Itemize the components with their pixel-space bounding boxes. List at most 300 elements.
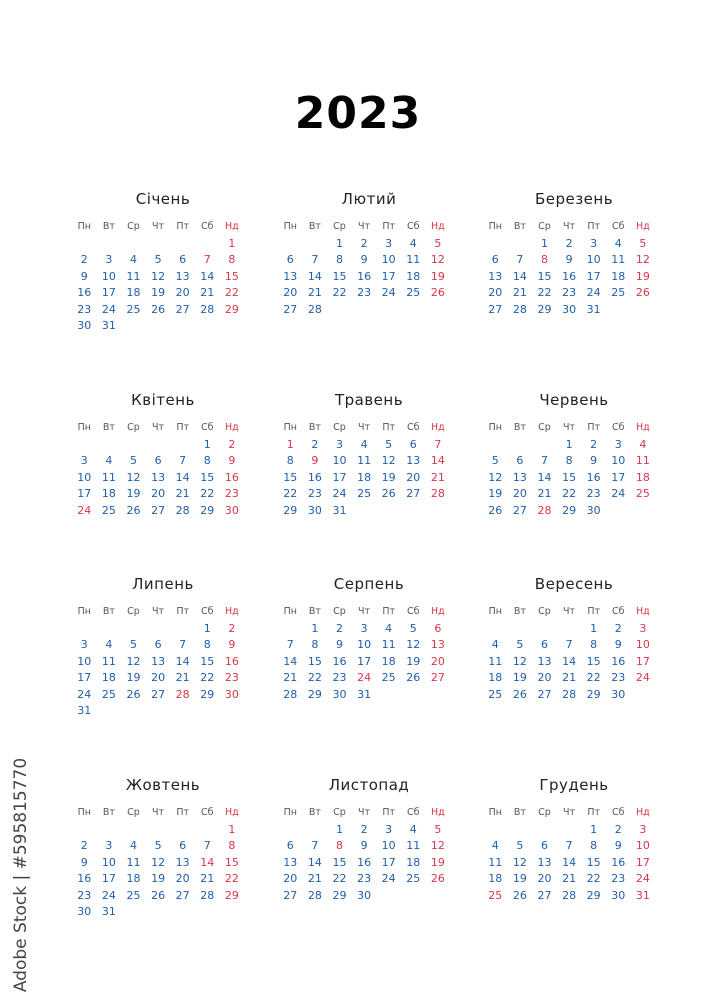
day-cell: 8 (565, 454, 573, 468)
day-cell: 21 (175, 671, 190, 685)
day-cell: 25 (635, 487, 650, 501)
day-cell: 7 (203, 839, 211, 853)
day-cell: 5 (385, 438, 393, 451)
empty-cell (483, 236, 508, 252)
weekday-header: Пн (488, 807, 502, 818)
weekday-header: Сб (612, 606, 625, 617)
day-cell: 11 (406, 253, 421, 267)
day-cell: 14 (200, 855, 215, 869)
weekday-header: Сб (612, 221, 625, 232)
day-cell: 29 (224, 302, 239, 316)
month-name: Січень (135, 190, 191, 208)
day-cell: 26 (488, 503, 503, 517)
day-cell: 23 (224, 671, 239, 685)
day-cell: 20 (512, 487, 527, 501)
day-cell: 11 (126, 269, 141, 283)
day-cell: 28 (175, 503, 190, 517)
empty-cell (303, 822, 328, 838)
day-cell: 2 (614, 823, 622, 836)
day-cell: 15 (586, 654, 601, 668)
day-cell: 12 (126, 470, 141, 484)
weekday-header: Вт (102, 807, 115, 818)
day-cell: 29 (537, 302, 552, 316)
empty-cell (532, 621, 557, 637)
day-cell: 10 (357, 638, 372, 652)
day-cell: 26 (635, 286, 650, 300)
day-cell: 8 (335, 253, 343, 267)
day-cell: 9 (565, 253, 573, 267)
day-cell: 8 (311, 638, 319, 652)
weekday-header: Чт (563, 606, 576, 617)
day-cell: 10 (77, 470, 92, 484)
day-cell: 30 (224, 687, 239, 701)
day-cell: 30 (332, 687, 347, 701)
day-cell: 17 (357, 654, 372, 668)
day-cell: 1 (590, 622, 598, 635)
day-cell: 10 (635, 638, 650, 652)
day-cell: 24 (635, 872, 650, 886)
day-cell: 19 (126, 487, 141, 501)
day-cell: 15 (332, 269, 347, 283)
empty-cell (121, 822, 146, 838)
day-cell: 22 (562, 487, 577, 501)
day-cell: 2 (311, 438, 319, 451)
day-cell: 25 (126, 888, 141, 902)
day-cell: 4 (409, 237, 417, 250)
day-cell: 18 (381, 654, 396, 668)
day-cell: 29 (307, 687, 322, 701)
weekday-header: Ср (333, 807, 346, 818)
weekday-header: Чт (358, 807, 371, 818)
day-cell: 15 (224, 855, 239, 869)
day-cell: 1 (228, 237, 236, 250)
day-cell: 15 (562, 470, 577, 484)
weekday-header: Сб (201, 807, 214, 818)
day-cell: 6 (179, 839, 187, 853)
day-cell: 30 (307, 503, 322, 517)
day-cell: 17 (77, 487, 92, 501)
day-cell: 9 (228, 454, 236, 468)
weekday-header: Ср (333, 221, 346, 232)
day-cell: 28 (283, 687, 298, 701)
day-cell: 26 (151, 888, 166, 902)
day-cell: 31 (332, 503, 347, 517)
day-cell: 26 (406, 671, 421, 685)
day-cell: 5 (154, 253, 162, 267)
day-cell: 12 (151, 269, 166, 283)
day-cell: 21 (307, 872, 322, 886)
day-cell: 14 (512, 269, 527, 283)
day-cell: 25 (101, 687, 116, 701)
month-name: Липень (132, 575, 194, 593)
weekday-header: Чт (563, 221, 576, 232)
day-cell: 14 (537, 470, 552, 484)
day-cell: 27 (175, 302, 190, 316)
day-cell: 16 (586, 470, 601, 484)
day-cell: 7 (565, 638, 573, 652)
day-cell: 7 (516, 253, 524, 267)
day-cell: 24 (635, 671, 650, 685)
day-cell: 8 (590, 839, 598, 853)
day-cell: 22 (586, 872, 601, 886)
day-cell: 11 (381, 638, 396, 652)
weekday-header: Пн (283, 422, 297, 433)
day-cell: 22 (307, 671, 322, 685)
day-cell: 20 (283, 286, 298, 300)
empty-cell (278, 236, 303, 252)
month-days-grid (72, 603, 258, 719)
day-cell: 4 (639, 438, 647, 451)
day-cell: 15 (200, 470, 215, 484)
month-days-grid (278, 804, 464, 904)
day-cell: 3 (639, 823, 647, 836)
day-cell: 5 (154, 839, 162, 853)
weekday-header: Чт (152, 807, 165, 818)
day-cell: 23 (611, 872, 626, 886)
day-cell: 4 (409, 823, 417, 836)
day-cell: 3 (639, 622, 647, 635)
day-cell: 24 (586, 286, 601, 300)
day-cell: 25 (101, 503, 116, 517)
day-cell: 2 (335, 622, 343, 635)
day-cell: 26 (430, 286, 445, 300)
day-cell: 1 (335, 237, 343, 250)
month-block (68, 776, 258, 920)
day-cell: 6 (154, 454, 162, 468)
weekday-header: Вт (308, 807, 321, 818)
weekday-header: Вт (513, 807, 526, 818)
day-cell: 3 (614, 438, 622, 451)
day-cell: 23 (357, 286, 372, 300)
empty-cell (508, 822, 533, 838)
month-block (274, 776, 464, 904)
day-cell: 11 (101, 470, 116, 484)
weekday-header: Нд (431, 606, 445, 617)
day-cell: 25 (611, 286, 626, 300)
day-cell: 18 (126, 872, 141, 886)
day-cell: 5 (516, 638, 524, 652)
day-cell: 24 (77, 503, 92, 517)
day-cell: 25 (406, 872, 421, 886)
day-cell: 3 (385, 237, 393, 250)
watermark-text: Adobe Stock | #595815770 (11, 757, 31, 993)
weekday-header: Нд (225, 807, 239, 818)
day-cell: 28 (200, 302, 215, 316)
day-cell: 13 (512, 470, 527, 484)
day-cell: 3 (80, 454, 88, 468)
month-block (479, 391, 669, 519)
empty-cell (72, 236, 97, 252)
day-cell: 26 (126, 503, 141, 517)
day-cell: 1 (590, 823, 598, 836)
day-cell: 28 (307, 888, 322, 902)
day-cell: 11 (406, 839, 421, 853)
weekday-header: Ср (538, 807, 551, 818)
day-cell: 9 (311, 454, 319, 468)
day-cell: 28 (307, 302, 322, 316)
weekday-header: Пт (176, 221, 190, 232)
day-cell: 24 (357, 671, 372, 685)
day-cell: 8 (228, 839, 236, 853)
day-cell: 21 (512, 286, 527, 300)
day-cell: 6 (540, 638, 548, 652)
day-cell: 1 (311, 622, 319, 635)
day-cell: 15 (307, 654, 322, 668)
day-cell: 25 (381, 671, 396, 685)
day-cell: 4 (105, 454, 113, 468)
month-block (479, 575, 669, 703)
day-cell: 16 (77, 286, 92, 300)
weekday-header: Сб (612, 422, 625, 433)
day-cell: 19 (381, 470, 396, 484)
day-cell: 6 (179, 253, 187, 267)
day-cell: 6 (491, 253, 499, 267)
day-cell: 25 (488, 687, 503, 701)
day-cell: 5 (639, 237, 647, 250)
month-days-grid (72, 419, 258, 519)
day-cell: 9 (360, 253, 368, 267)
weekday-header: Чт (152, 422, 165, 433)
day-cell: 16 (611, 654, 626, 668)
day-cell: 18 (357, 470, 372, 484)
month-block (479, 776, 669, 904)
day-cell: 12 (430, 253, 445, 267)
weekday-header: Вт (513, 221, 526, 232)
day-cell: 20 (537, 671, 552, 685)
day-cell: 10 (381, 839, 396, 853)
day-cell: 15 (586, 855, 601, 869)
day-cell: 30 (611, 888, 626, 902)
day-cell: 27 (430, 671, 445, 685)
weekday-header: Пн (77, 606, 91, 617)
month-days-grid (72, 218, 258, 334)
day-cell: 24 (101, 888, 116, 902)
day-cell: 14 (283, 654, 298, 668)
day-cell: 11 (126, 855, 141, 869)
day-cell: 1 (228, 823, 236, 836)
empty-cell (146, 822, 171, 838)
day-cell: 21 (562, 872, 577, 886)
empty-cell (121, 236, 146, 252)
day-cell: 14 (175, 470, 190, 484)
day-cell: 24 (381, 872, 396, 886)
day-cell: 2 (228, 622, 236, 635)
day-cell: 18 (406, 855, 421, 869)
day-cell: 19 (512, 671, 527, 685)
empty-cell (532, 822, 557, 838)
day-cell: 13 (488, 269, 503, 283)
day-cell: 4 (614, 237, 622, 250)
day-cell: 18 (406, 269, 421, 283)
empty-cell (170, 437, 195, 453)
day-cell: 16 (357, 855, 372, 869)
weekday-header: Нд (636, 606, 650, 617)
empty-cell (97, 437, 122, 453)
day-cell: 11 (611, 253, 626, 267)
day-cell: 12 (488, 470, 503, 484)
weekday-header: Чт (152, 606, 165, 617)
day-cell: 13 (175, 269, 190, 283)
month-block (274, 575, 464, 703)
day-cell: 14 (175, 654, 190, 668)
day-cell: 5 (516, 839, 524, 853)
day-cell: 25 (406, 286, 421, 300)
empty-cell (146, 621, 171, 637)
day-cell: 23 (586, 487, 601, 501)
day-cell: 24 (381, 286, 396, 300)
day-cell: 10 (101, 269, 116, 283)
day-cell: 31 (635, 888, 650, 902)
day-cell: 29 (586, 888, 601, 902)
weekday-header: Нд (225, 422, 239, 433)
day-cell: 24 (332, 487, 347, 501)
day-cell: 30 (224, 503, 239, 517)
day-cell: 29 (586, 687, 601, 701)
empty-cell (508, 236, 533, 252)
day-cell: 24 (101, 302, 116, 316)
day-cell: 30 (562, 302, 577, 316)
day-cell: 9 (80, 269, 88, 283)
day-cell: 27 (151, 687, 166, 701)
day-cell: 7 (286, 638, 294, 652)
day-cell: 21 (562, 671, 577, 685)
day-cell: 8 (228, 253, 236, 267)
day-cell: 10 (101, 855, 116, 869)
weekday-header: Пн (488, 422, 502, 433)
day-cell: 23 (357, 872, 372, 886)
month-block (68, 391, 258, 519)
day-cell: 22 (283, 487, 298, 501)
empty-cell (303, 236, 328, 252)
weekday-header: Вт (513, 422, 526, 433)
day-cell: 27 (283, 302, 298, 316)
day-cell: 12 (512, 654, 527, 668)
day-cell: 16 (224, 470, 239, 484)
day-cell: 29 (562, 503, 577, 517)
day-cell: 5 (434, 237, 442, 250)
day-cell: 19 (430, 855, 445, 869)
day-cell: 27 (537, 888, 552, 902)
day-cell: 18 (635, 470, 650, 484)
day-cell: 1 (540, 237, 548, 250)
weekday-header: Ср (538, 422, 551, 433)
day-cell: 18 (101, 671, 116, 685)
weekday-header: Пт (382, 606, 396, 617)
day-cell: 13 (406, 454, 421, 468)
day-cell: 13 (151, 654, 166, 668)
day-cell: 9 (614, 638, 622, 652)
day-cell: 9 (335, 638, 343, 652)
day-cell: 18 (488, 872, 503, 886)
day-cell: 17 (635, 654, 650, 668)
weekday-header: Пн (77, 221, 91, 232)
day-cell: 6 (516, 454, 524, 468)
weekday-header: Вт (308, 221, 321, 232)
day-cell: 2 (360, 823, 368, 836)
day-cell: 17 (381, 855, 396, 869)
day-cell: 11 (635, 454, 650, 468)
month-block (274, 190, 464, 318)
day-cell: 7 (434, 438, 442, 451)
day-cell: 15 (200, 654, 215, 668)
day-cell: 12 (512, 855, 527, 869)
weekday-header: Сб (407, 221, 420, 232)
day-cell: 13 (537, 855, 552, 869)
stock-watermark (8, 757, 34, 993)
day-cell: 3 (385, 823, 393, 836)
weekday-header: Сб (201, 221, 214, 232)
day-cell: 5 (491, 454, 499, 468)
day-cell: 27 (512, 503, 527, 517)
day-cell: 25 (357, 487, 372, 501)
day-cell: 28 (537, 503, 552, 517)
day-cell: 22 (332, 286, 347, 300)
day-cell: 10 (586, 253, 601, 267)
day-cell: 13 (283, 855, 298, 869)
day-cell: 12 (126, 654, 141, 668)
day-cell: 3 (105, 253, 113, 267)
weekday-header: Пт (382, 221, 396, 232)
day-cell: 14 (562, 855, 577, 869)
empty-cell (195, 236, 220, 252)
day-cell: 1 (335, 823, 343, 836)
weekday-header: Нд (636, 807, 650, 818)
day-cell: 12 (406, 638, 421, 652)
empty-cell (97, 621, 122, 637)
day-cell: 21 (200, 872, 215, 886)
day-cell: 19 (512, 872, 527, 886)
day-cell: 7 (179, 638, 187, 652)
weekday-header: Ср (333, 606, 346, 617)
day-cell: 17 (611, 470, 626, 484)
day-cell: 21 (175, 487, 190, 501)
empty-cell (170, 236, 195, 252)
weekday-header: Вт (102, 221, 115, 232)
day-cell: 28 (562, 687, 577, 701)
day-cell: 15 (283, 470, 298, 484)
day-cell: 17 (586, 269, 601, 283)
weekday-header: Пт (382, 422, 396, 433)
day-cell: 3 (105, 839, 113, 853)
day-cell: 3 (80, 638, 88, 652)
day-cell: 20 (175, 872, 190, 886)
empty-cell (72, 437, 97, 453)
weekday-header: Чт (358, 221, 371, 232)
day-cell: 1 (565, 438, 573, 451)
weekday-header: Чт (152, 221, 165, 232)
day-cell: 18 (611, 269, 626, 283)
day-cell: 26 (126, 687, 141, 701)
day-cell: 27 (488, 302, 503, 316)
day-cell: 10 (635, 839, 650, 853)
day-cell: 23 (77, 888, 92, 902)
day-cell: 27 (283, 888, 298, 902)
weekday-header: Сб (407, 807, 420, 818)
day-cell: 3 (360, 622, 368, 635)
empty-cell (483, 822, 508, 838)
day-cell: 27 (175, 888, 190, 902)
day-cell: 9 (80, 855, 88, 869)
weekday-header: Чт (563, 807, 576, 818)
month-name: Червень (539, 391, 609, 409)
month-days-grid (483, 419, 669, 519)
day-cell: 17 (635, 855, 650, 869)
day-cell: 7 (179, 454, 187, 468)
day-cell: 8 (590, 638, 598, 652)
day-cell: 26 (430, 872, 445, 886)
day-cell: 27 (406, 487, 421, 501)
day-cell: 20 (406, 470, 421, 484)
